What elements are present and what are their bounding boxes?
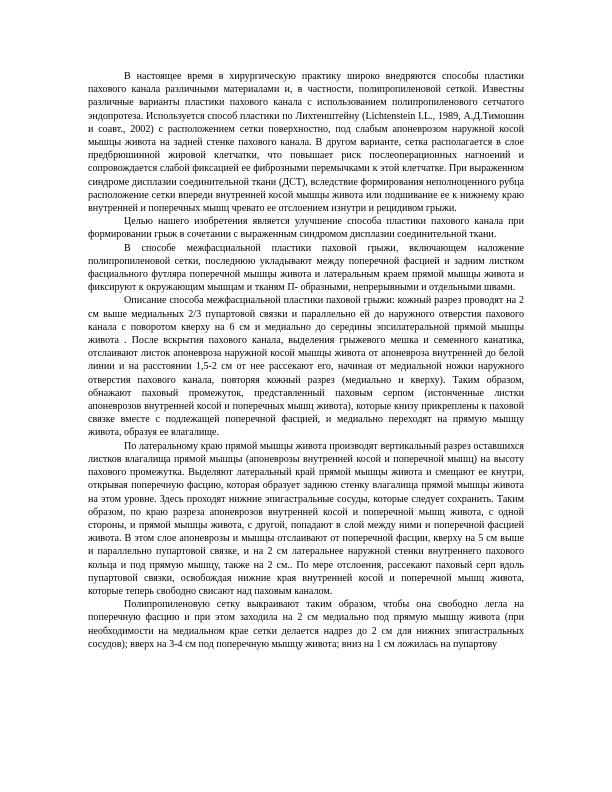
paragraph-3: В способе межфасциальной пластики паховой грыжи, включающем наложение полипропиленовой сетки, последнюю укладывают между поперечной фасцией и задним листком фасциального футляра поперечной мышцы живота и латеральным краем прямой мышцы живота и фиксируют к окружающим мышцам и тканям П- образными, непрерывными и отдельными швами.	[88, 242, 524, 294]
paragraph-5: По латеральному краю прямой мышцы живота производят вертикальный разрез оставшихся листков влагалища прямой мышцы (апоневрозы внутренней косой и поперечной мышц) на высоту пахового промежутка. Выделяют латеральный край прямой мышцы живота и смещают ее кнутри, открывая поперечную фасцию, которая образует заднюю стенку влагалища прямой мышцы живота на этом уровне. Здесь проходят нижние эпигастральные сосуды, которые следует сохранить. Таким образом, по краю разреза апоневрозов внутренней косой и поперечной мышц живота, с одной стороны, и прямой мышцы живота, с другой, попадают в слой между ними и поперечной фасцией живота. В этом слое апоневрозы и мышцы отслаивают от поперечной фасции, кверху на 5 см выше и параллельно пупартовой связке, и на 2 см латеральнее наружной стенки внутреннего пахового кольца и под прямую мышцу, также на 2 см.. По мере отслоения, рассекают паховый серп вдоль пупартовой связки, освобождая нижние края внутренней косой и поперечной мышц живота, которые теперь свободно свисают над паховым каналом.	[88, 440, 524, 597]
document-page	[88, 70, 524, 651]
paragraph-1: В настоящее время в хирургическую практику широко внедряются способы пластики пахового канала различными материалами и, в частности, полипропиленовой сеткой. Известны различные варианты пластики пахового канала с использованием полипропиленового сетчатого эндопротеза. Используется способ пластики по Лихтенштейну (Lichtenstein I.L., 1989, А.Д.Тимошин и соавт., 2002) с расположением сетки поверхностно, под слабым апоневрозом наружной косой мышцы живота на задней стенке пахового канала. В другом варианте, сетка располагается в слое предбрюшинной жировой клетчатки, что повышает риск послеоперационных нагноений и сопровождается слабой фиксацией ее фиброзными перемычками к этой клетчатке. При выраженном синдроме дисплазии соединительной ткани (ДСТ), вследствие формирования неполноценного рубца расположение сетки впереди внутренней косой мышцы живота или подшивание ее к нижнему краю внутренней и поперечных мышц чревато ее отслоением изнутри и рецидивом грыжи.	[88, 71, 524, 215]
paragraph-6: Полипропиленовую сетку выкраивают таким образом, чтобы она свободно легла на поперечную фасцию и при этом заходила на 2 см медиально под прямую мышцу живота (при необходимости на медиальном крае сетки делается надрез до 2 см для нижних эпигастральных сосудов); вверх на 3-4 см под поперечную мышцу живота; вниз на 1 см ложилась на пупартову	[88, 599, 524, 650]
paragraph-4: Описание способа межфасциальной пластики паховой грыжи: кожный разрез проводят на 2 см выше медиальных 2/3 пупартовой связки и параллельно ей до наружного отверстия пахового канала с поворотом кверху на 6 см и медиально до середины эпсилатеральной прямой мышцы живота . После вскрытия пахового канала, выделения грыжевого мешка и семенного канатика, отслаивают листок апоневроза наружной косой мышцы живота от апоневроза внутренней до белой линии и на расстоянии 1,5-2 см от нее рассекают его, начиная от медиальной ножки наружного отверстия пахового канала, повторяя кожный разрез (медиально и кверху). Таким образом, обнажают паховый промежуток, представленный паховым серпом (истонченные листки апоневрозов внутренней косой и поперечных мышц живота), которые книзу прикреплены к паховой связке вместе с подлежащей поперечной фасцией, и медиально переходят на прямую мышцу живота, образуя ее влагалище.	[88, 295, 524, 439]
paragraph-2: Целью нашего изобретения является улучшение способа пластики пахового канала при формировании грыж в сочетании с выраженным синдромом дисплазии соединительной ткани.	[88, 216, 524, 241]
